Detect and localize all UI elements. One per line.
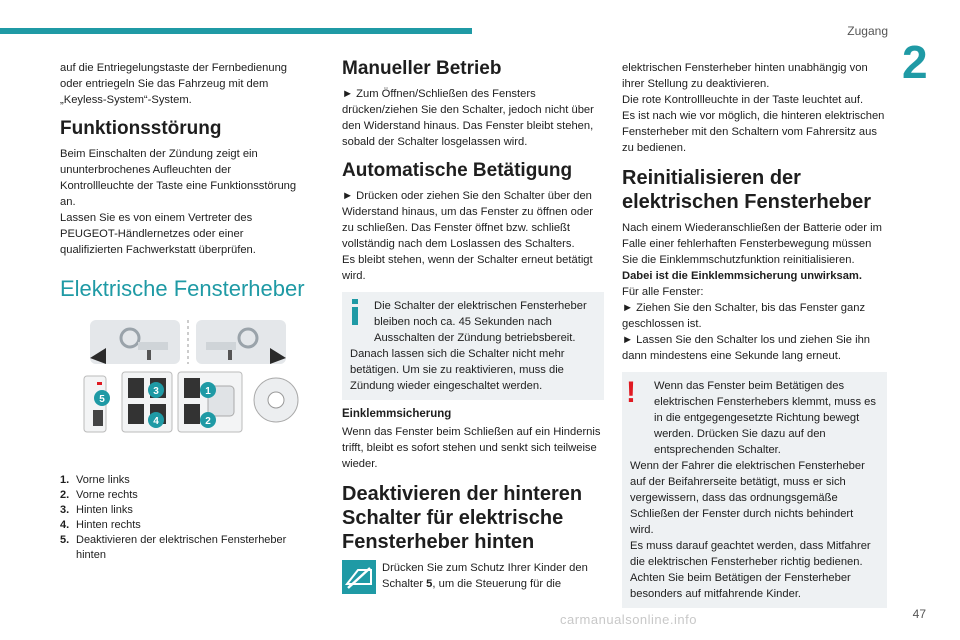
callout-2 [200,412,216,428]
mirror-control-icon [254,378,298,422]
callout-5 [94,390,110,406]
pinch-text: Wenn das Fenster beim Schließen auf ein Hindernis trifft, bleibt es sofort stehen und senkt sich teilweise wieder. [342,426,601,470]
list-item: 1. Vorne links [60,474,130,486]
warning-text-2: Wenn der Fahrer die elektrischen Fensterheber auf der Beifahrerseite betätigt, muss er sich vergewissern, dass das ordnungsgemäße Schließen der Fenster durch nichts behindert wird. [630,460,865,536]
window-switch-legend [60,473,305,563]
chapter-number: 2 [902,36,928,88]
info-text-1: Die Schalter der elektrischen Fensterheber bleiben noch ca. 45 Sekunden nach Ausschalten der Zündung betriebsbereit. [374,300,587,344]
svg-text:3: 3 [153,386,159,397]
info-icon [348,299,362,325]
column-3 [622,60,887,608]
reinit-bold-text: Dabei ist die Einklemmsicherung unwirksam. [622,270,862,282]
warning-text-1: Wenn das Fenster beim Betätigen des elektrischen Fensterhebers klemmt, muss es in die entgegengesetzte Richtung bewegt werden. Drücken Sie dazu auf den entsprechenden Schalter. [654,380,876,456]
callout-1 [200,382,216,398]
child-lock-icon [342,560,376,594]
reinit-text: Nach einem Wiederanschließen der Batterie oder im Falle einer fehlerhaften Fensterbewegung müssen Sie die Einklemmschutzfunktion reinitialisieren. [622,222,882,266]
info-box [342,292,604,400]
callout-3 [148,382,164,398]
heading-auto: Automatische Betätigung [342,160,573,181]
car-interior-left-icon [90,320,180,364]
car-interior-right-icon [196,320,286,364]
deactivate-text: Drücken Sie zum Schutz Ihrer Kinder den Schalter 5, um die Steuerung für die [382,562,588,590]
column-2 [342,60,604,596]
continued-text-3: Es ist nach wie vor möglich, die hinteren elektrischen Fensterheber mit den Schaltern vom Fahrersitz aus zu bedienen. [622,110,885,154]
continued-text: elektrischen Fensterheber hinten unabhängig von ihrer Stellung zu deaktivieren. [622,62,868,90]
reinit-text-2: Für alle Fenster: [622,286,704,298]
heading-power-windows: Elektrische Fensterheber [60,276,305,301]
list-item: 3. Hinten links [60,504,133,516]
auto-text-2: Es bleibt stehen, wenn der Schalter erneut betätigt wird. [342,254,593,282]
reinit-text-4: ► Lassen Sie den Schalter los und ziehen Sie ihn dann mindestens eine Sekunde lang erneut. [622,334,871,362]
warning-text-3: Es muss darauf geachtet werden, dass Mitfahrer die elektrischen Fensterheber richtig bedienen. Achten Sie beim Betätigen der Fensterheber besonders auf mitfahrende Kinder. [630,540,871,600]
manual-text: ► Zum Öffnen/Schließen des Fensters drücken/ziehen Sie den Schalter, jedoch nicht über den Widerstand hinaus. Das Fenster bleibt stehen, sobald der Schalter losgelassen wird. [342,88,594,148]
info-text-2: Danach lassen sich die Schalter nicht mehr betätigen. Um sie zu reaktivieren, muss die Zündung wieder eingeschaltet werden. [350,348,565,392]
warning-icon: ! [626,376,636,409]
svg-text:5: 5 [99,394,105,405]
fault-text: Beim Einschalten der Zündung zeigt ein ununterbrochenes Aufleuchten der Kontrollleuchte der Taste eine Funktionsstörung an. [60,148,297,208]
list-item: 2. Vorne rechts [60,489,138,501]
reinit-text-3: ► Ziehen Sie den Schalter, bis das Fenster ganz geschlossen ist. [622,302,866,330]
child-lock-row [342,560,604,596]
warning-box [622,372,887,608]
svg-text:4: 4 [153,416,159,427]
callout-4 [148,412,164,428]
page-number: 47 [912,607,926,621]
column-1 [60,60,305,563]
list-item: 4. Hinten rechts [60,519,141,531]
heading-manual: Manueller Betrieb [342,58,502,79]
auto-text: ► Drücken oder ziehen Sie den Schalter über den Widerstand hinaus, um das Fenster zu öffnen oder zu schließen. Das Fenster öffnet bzw. schließt vollständig nach dem Loslassen des Schalters. [342,190,594,250]
header-accent-bar [0,28,472,34]
section-title: Zugang [847,24,888,38]
watermark: carmanualsonline.info [560,612,697,627]
continued-text-2: Die rote Kontrollleuchte in der Taste leuchtet auf. [622,94,864,106]
intro-text: auf die Entriegelungstaste der Fernbedienung oder entriegeln Sie das Fahrzeug mit dem „Keyless-System“-System. [60,62,288,106]
svg-text:2: 2 [205,416,211,427]
fault-text-2: Lassen Sie es von einem Vertreter des PEUGEOT-Händlernetzes oder einer qualifizierten Fachwerkstatt überprüfen. [60,212,256,256]
power-window-switches-illustration [60,320,305,460]
heading-reinit: Reinitialisieren der elektrischen Fensterheber [622,167,871,213]
heading-pinch: Einklemmsicherung [342,408,452,420]
switch-panel-left-icon [122,372,172,432]
svg-text:1: 1 [205,386,211,397]
heading-fault: Funktionsstörung [60,118,222,139]
heading-deactivate: Deaktivieren der hinteren Schalter für elektrische Fensterheber hinten [342,483,583,553]
list-item: 5. Deaktivieren der elektrischen Fensterheber hinten [60,534,287,561]
